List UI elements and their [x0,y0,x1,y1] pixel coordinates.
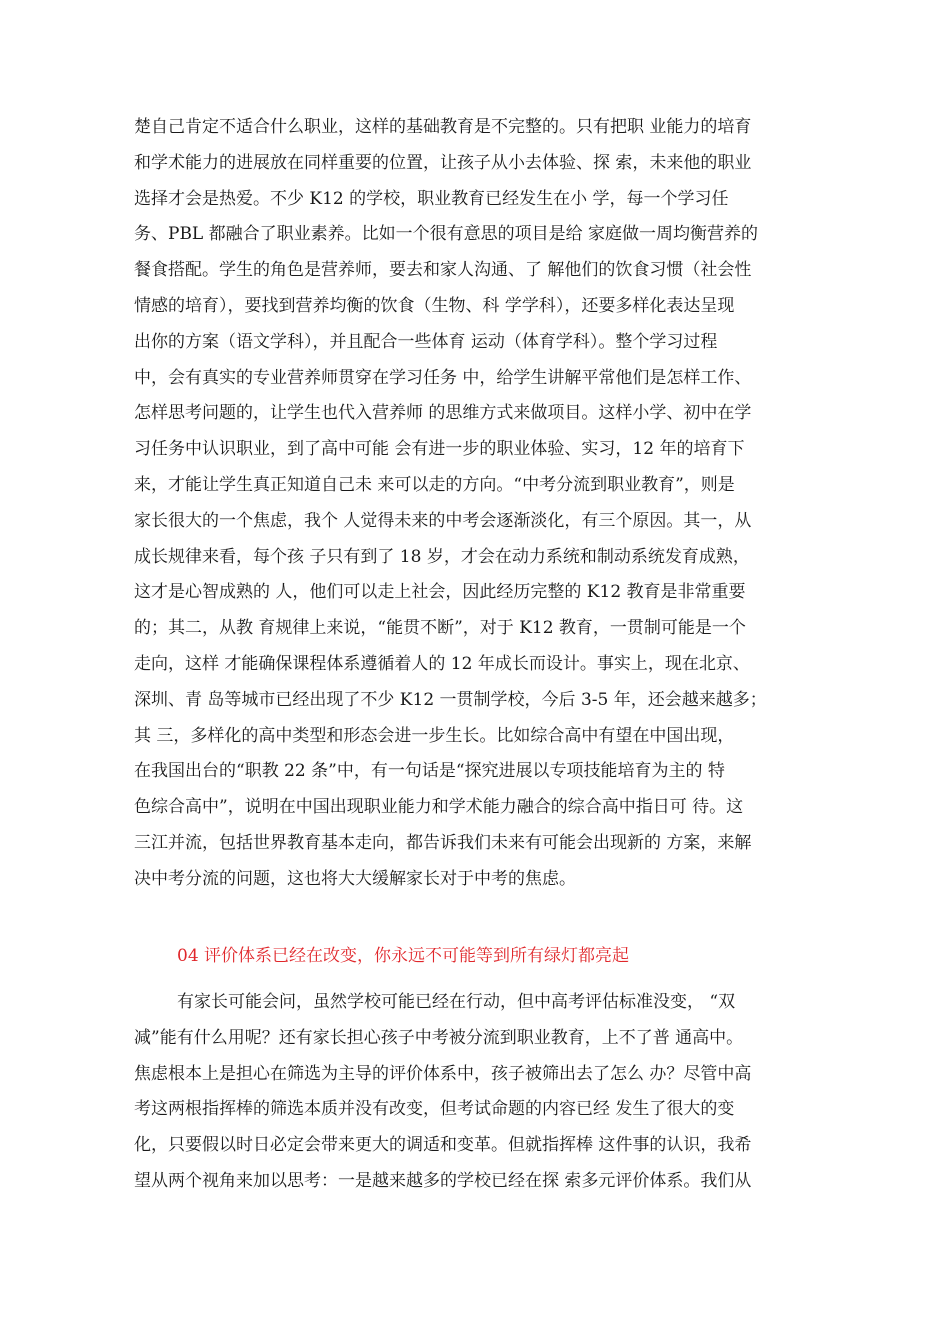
paragraph-line: 焦虑根本上是担心在筛选为主导的评价体系中，孩子被筛出去了怎么 办？尽管中高 [134,1063,752,1084]
paragraph-line: 减”能有什么用呢？还有家长担心孩子中考被分流到职业教育，上不了普 通高中。 [134,1027,744,1048]
body-paragraph [134,110,816,898]
paragraph-line: 怎样思考问题的，让学生也代入营养师 的思维方式来做项目。这样小学、初中在学 [134,403,752,424]
paragraph-line: 考这两根指挥棒的筛选本质并没有改变，但考试命题的内容已经 发生了很大的变 [134,1099,735,1120]
paragraph-line: 务、PBL 都融合了职业素养。比如一个很有意思的项目是给 家庭做一周均衡营养的 [134,224,759,245]
paragraph-line: 成长规律来看，每个孩 子只有到了 18 岁，才会在动力系统和制动系统发育成熟， [134,546,750,567]
paragraph-line: 有家长可能会问，虽然学校可能已经在行动，但中高考评估标准没变， “双 [177,992,736,1012]
paragraph-line: 家长很大的一个焦虑，我个 人觉得未来的中考会逐渐淡化，有三个原因。其一，从 [134,510,752,531]
paragraph-line: 望从两个视角来加以思考：一是越来越多的学校已经在探 索多元评价体系。我们从 [134,1170,752,1191]
paragraph-line: 这才是心智成熟的 人，他们可以走上社会，因此经历完整的 K12 教育是非常重要 [134,582,746,603]
body-paragraph [134,985,816,1200]
paragraph-line: 楚自己肯定不适合什么职业，这样的基础教育是不完整的。只有把职 业能力的培育 [134,117,752,137]
paragraph-line: 餐食搭配。学生的角色是营养师，要去和家人沟通、了 解他们的饮食习惯（社会性 [134,260,752,281]
paragraph-line: 的；其二，从教 育规律上来说，“能贯不断”，对于 K12 教育，一贯制可能是一个 [134,618,746,639]
paragraph-line: 在我国出台的“职教 22 条”中，有一句话是“探究进展以专项技能培育为主的 特 [134,761,725,782]
paragraph-line: 选择才会是热爱。不少 K12 的学校，职业教育已经发生在小 学，每一个学习任 [134,188,729,209]
paragraph-line: 决中考分流的问题，这也将大大缓解家长对于中考的焦虑。 [134,868,576,889]
paragraph-line: 深圳、青 岛等城市已经出现了不少 K12 一贯制学校，今后 3-5 年，还会越来越多； [134,689,767,710]
paragraph-line: 化，只要假以时日必定会带来更大的调适和变革。但就指挥棒 这件事的认识，我希 [134,1135,752,1156]
paragraph-line: 情感的培育），要找到营养均衡的饮食（生物、科 学学科），还要多样化表达呈现 [134,295,735,316]
paragraph-line: 中，会有真实的专业营养师贯穿在学习任务 中，给学生讲解平常他们是怎样工作、 [134,367,752,388]
paragraph-line: 出你的方案（语文学科），并且配合一些体育 运动（体育学科）。整个学习过程 [134,331,718,352]
paragraph-line: 走向，这样 才能确保课程体系遵循着人的 12 年成长而设计。事实上，现在北京、 [134,653,750,674]
paragraph-line: 其 三，多样化的高中类型和形态会进一步生长。比如综合高中有望在中国出现， [134,725,735,746]
paragraph-line: 习任务中认识职业，到了高中可能 会有进一步的职业体验、实习，12 年的培育下 [134,439,745,460]
section-heading: 04 评价体系已经在改变，你永远不可能等到所有绿灯都亮起 [177,946,630,966]
paragraph-line: 和学术能力的进展放在同样重要的位置，让孩子从小去体验、探 索，未来他的职业 [134,152,752,173]
paragraph-line: 来，才能让学生真正知道自己未 来可以走的方向。“中考分流到职业教育”，则是 [134,474,735,495]
paragraph-line: 色综合高中”，说明在中国出现职业能力和学术能力融合的综合高中指日可 待。这 [134,797,744,818]
paragraph-line: 三江并流，包括世界教育基本走向，都告诉我们未来有可能会出现新的 方案，来解 [134,832,752,853]
